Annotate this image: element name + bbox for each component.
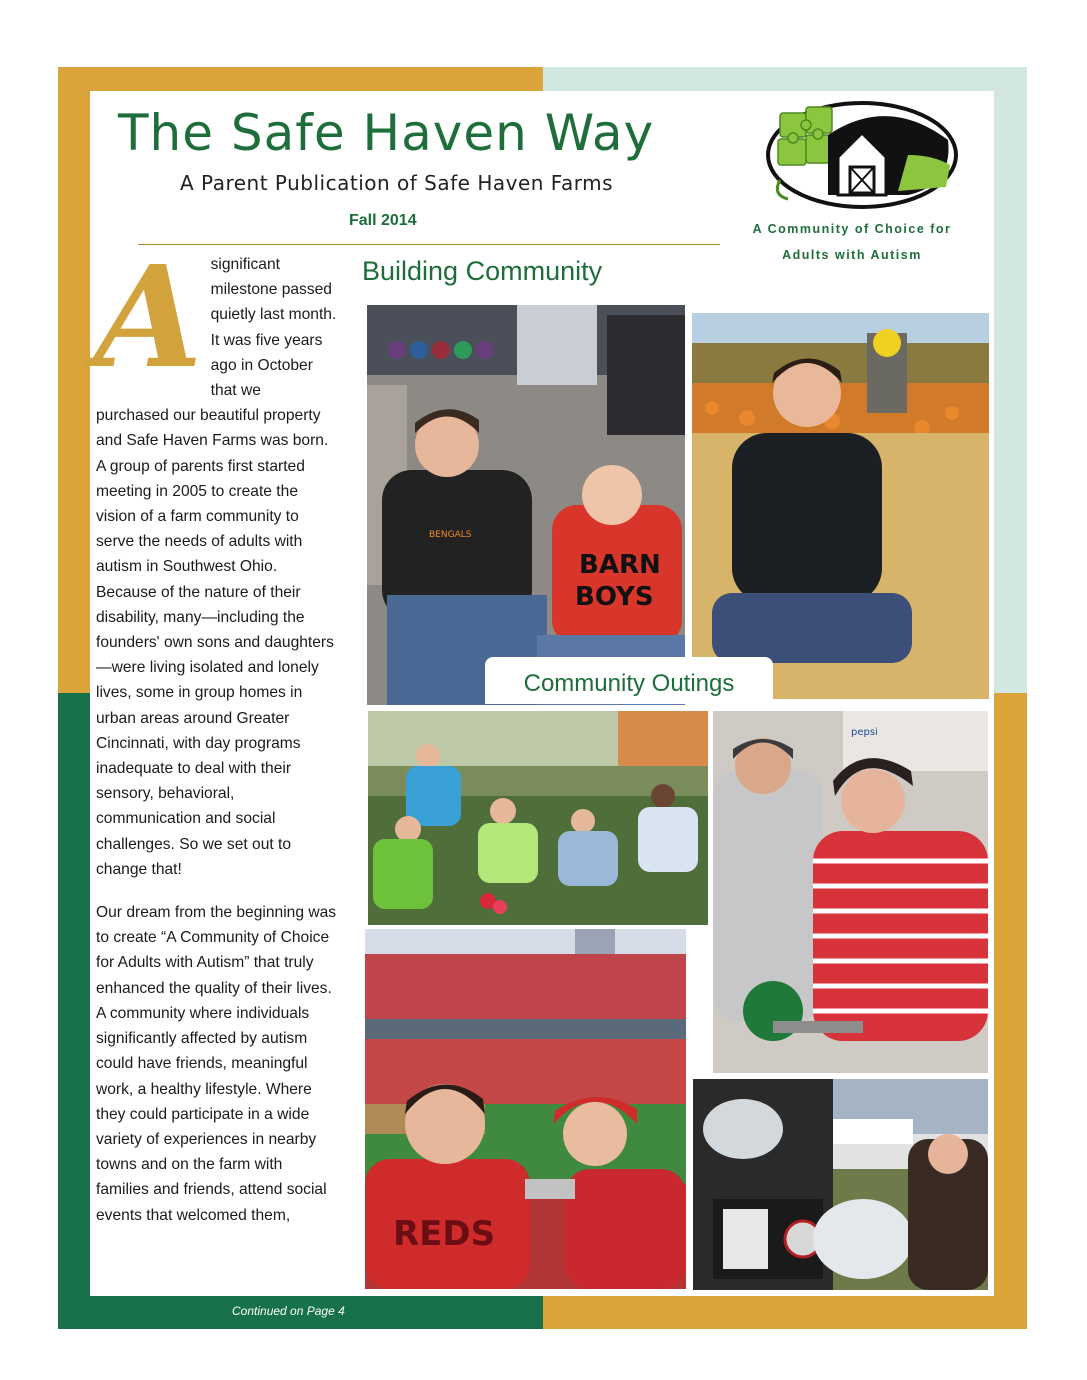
issue-date: Fall 2014 bbox=[349, 212, 417, 229]
continued-note: Continued on Page 4 bbox=[232, 1304, 345, 1318]
photo-pumpkin-patch bbox=[692, 313, 989, 699]
tagline-line-2: Adults with Autism bbox=[782, 248, 922, 262]
shirt-bengals-text: BENGALS bbox=[429, 530, 472, 540]
paragraph-1-text: significant milestone passed quietly last month. It was five years ago in October that we purchased our beautiful property and Safe Haven Farms was born. A group of parents first started meeting in 2005 to create the vision of a farm community to serve the needs of adults with autism in Southwest Ohio. Because of the nature of their disability, many—including the founders' own sons and daughters—were living isolated and lonely lives, some in group homes in urban areas around Greater Cincinnati, with day programs inadequate to deal with their sensory, behavioral, communication and social challenges. So we set out to change that! bbox=[96, 256, 337, 878]
newsletter-title: The Safe Haven Way bbox=[118, 104, 655, 162]
tagline-line-1: A Community of Choice for bbox=[752, 222, 952, 236]
photo-recycling bbox=[693, 1079, 988, 1290]
community-outings-banner: Community Outings bbox=[485, 657, 773, 704]
shirt-reds-text: REDS bbox=[393, 1214, 496, 1254]
article-paragraph-2: Our dream from the beginning was to create “A Community of Choice for Adults with Autism” that truly enhanced the quality of their lives. A community where individuals significantly affected by autism could have friends, meaningful work, a healthy lifestyle. Where they could participate in a wide variety of experiences in nearby towns and on the farm with families and friends, attend social events that welcomed them, bbox=[96, 904, 337, 1224]
article-paragraph-1 bbox=[94, 236, 338, 882]
logo-tagline bbox=[742, 216, 962, 268]
puzzle-barn-logo-icon bbox=[758, 95, 958, 210]
photo-baseball-stadium bbox=[365, 929, 686, 1289]
drop-cap: A bbox=[94, 236, 203, 400]
photo-bowling-alley bbox=[367, 305, 685, 705]
article-body bbox=[94, 236, 338, 1246]
photo-gym-bowling bbox=[713, 711, 988, 1073]
gym-sign-text: pepsi bbox=[851, 727, 878, 738]
header-divider bbox=[138, 244, 720, 245]
photo-concert-lawn bbox=[368, 711, 708, 925]
newsletter-subtitle: A Parent Publication of Safe Haven Farms bbox=[180, 171, 613, 195]
shirt-barn-text: BARN bbox=[579, 550, 661, 580]
shirt-boys-text: BOYS bbox=[575, 582, 654, 612]
section-title: Building Community bbox=[362, 256, 603, 286]
